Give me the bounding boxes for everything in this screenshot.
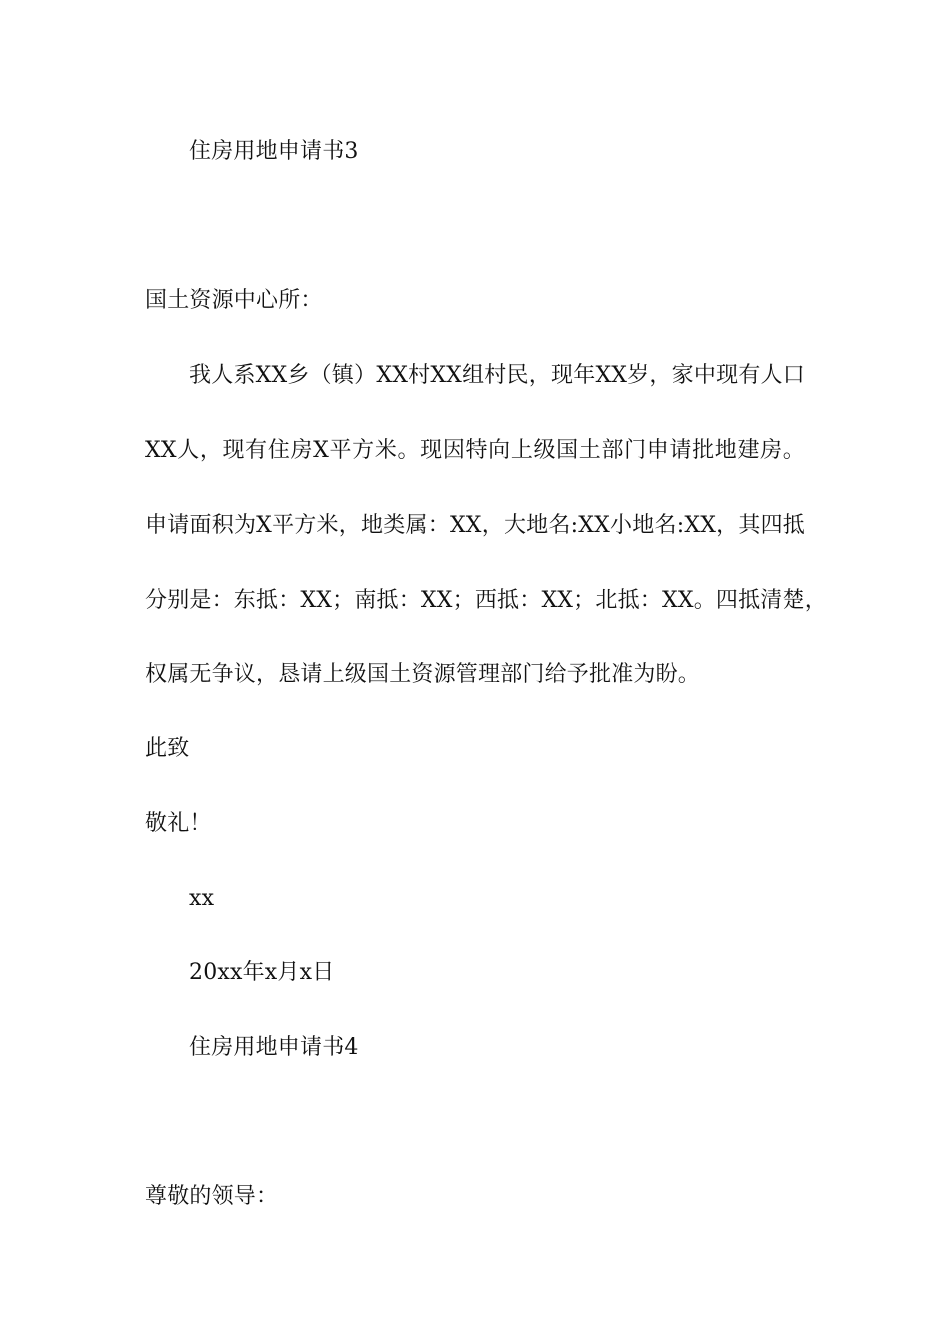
letter3-body-line-4: 分别是：东抵：XX；南抵：XX；西抵：XX；北抵：XX。四抵清楚，	[145, 588, 827, 613]
letter3-body-line-5: 权属无争议，恳请上级国土资源管理部门给予批准为盼。	[145, 662, 701, 687]
letter3-closing-cizhi: 此致	[145, 736, 190, 761]
letter3-title: 住房用地申请书3	[189, 139, 359, 164]
letter3-body-line-2: XX人，现有住房X平方米。现因特向上级国土部门申请批地建房。	[145, 438, 805, 463]
letter4-recipient: 尊敬的领导：	[145, 1184, 279, 1209]
letter3-closing-jingli: 敬礼！	[145, 811, 212, 836]
letter3-body-line-1: 我人系XX乡（镇）XX村XX组村民，现年XX岁，家中现有人口	[189, 363, 805, 388]
letter3-signature: xx	[189, 886, 215, 911]
letter3-recipient: 国土资源中心所：	[145, 288, 323, 313]
letter3-date: 20xx年x月x日	[189, 960, 335, 985]
letter3-body-line-3: 申请面积为X平方米，地类属：XX，大地名:XX小地名:XX，其四抵	[145, 513, 805, 538]
letter4-title: 住房用地申请书4	[189, 1035, 359, 1060]
